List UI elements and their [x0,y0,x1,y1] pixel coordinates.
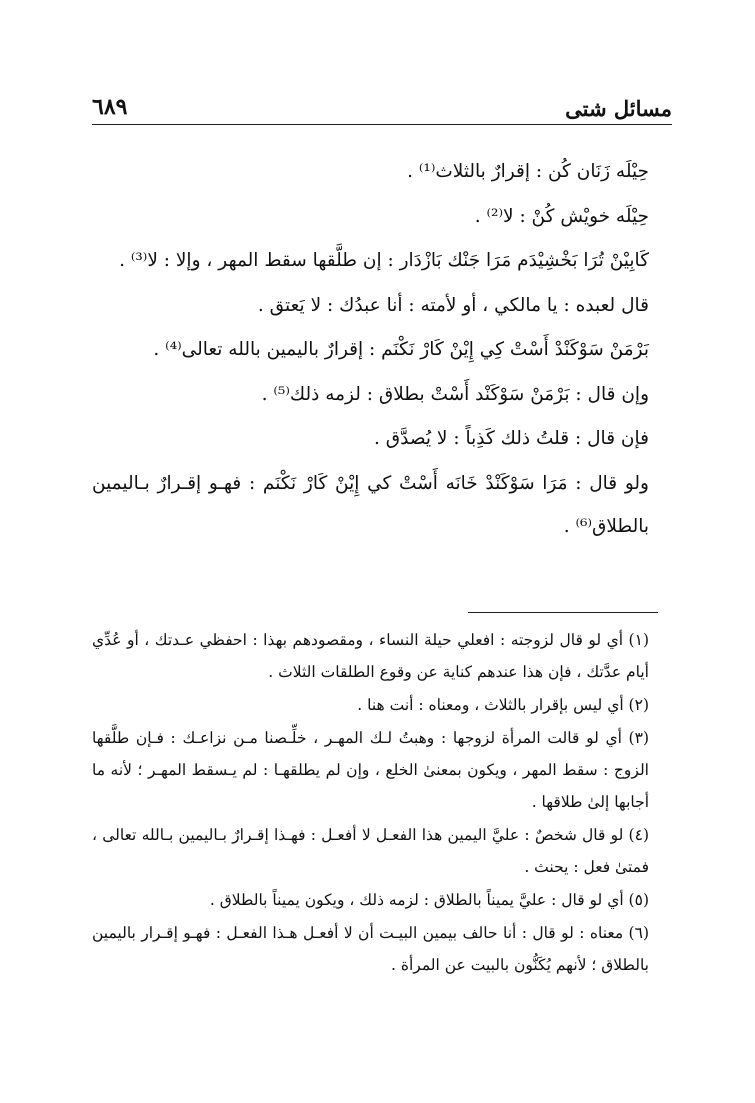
footnotes [92,624,677,982]
footnote: (٦) معناه : لو قال : أنا حالف بيمين البيـت أن لا أفعـل هـذا الفعـل : فهـو إقـرار باليمين بالطلاق ؛ لأنهم يُكَنُّون بالبيت عن المرأة . [92,924,649,974]
text-line: كَابِيْنْ تُرَا بَخْشِيْدَم مَرَا جَنْك بَازْدَار : إن طلَّقها سقط المهر ، وإلا : لا⁽³⁾ . [119,250,649,271]
text-line: وإن قال : بَرْمَنْ سَوْكَنْد أَسْتْ بطلاق : لزمه ذلك⁽⁵⁾ . [261,383,649,405]
footnote: (١) أي لو قال لزوجته : افعلي حيلة النساء ، ومقصودهم بهذا : احفظي عـدتك ، أو عُدِّي أيام عدَّتك ، فإن هذا عندهم كناية عن وقوع الطلقات الثلاث . [92,631,649,681]
footnote-separator [468,612,658,613]
page-number: ٦٨٩ [92,94,128,120]
text-line: حِيْلَه زَنَان كُن : إقرارٌ بالثلاث⁽¹⁾ . [407,161,649,182]
text-line: فإن قال : قلتُ ذلك كَذِباً : لا يُصدَّق . [374,428,649,449]
main-text [92,150,677,549]
running-header [92,90,672,125]
text-line: ولو قال : مَرَا سَوْكَنْدْ خَانَه أَسْتْ كي إِيْنْ كَارْ نَكْنَم : فهـو إقـرارٌ بـاليمين بالطلاق⁽⁶⁾ . [92,472,649,537]
text-line: حِيْلَه خويْش كُنْ : لا⁽²⁾ . [474,205,649,227]
text-line: قال لعبده : يا مالكي ، أو لأمته : أنا عبدُك : لا يَعتق . [257,294,649,316]
text-line: بَرْمَنْ سَوْكَنْدْ أَسْتْ كِي إِيْنْ كَارْ نَكْنَم : إقرارٌ باليمين بالله تعالى⁽⁴⁾ . [153,339,649,360]
footnote: (٤) لو قال شخصٌ : عليَّ اليمين هذا الفعـل لا أفعـل : فهـذا إقـرارٌ بـاليمين بـالله تعالى ، فمتىٰ فعل : يحنث . [92,826,649,876]
footnote: (٥) أي لو قال : عليَّ يميناً بالطلاق : لزمه ذلك ، ويكون يميناً بالطلاق . [209,891,649,909]
footnote: (٢) أي ليس بإقرار بالثلاث ، ومعناه : أنت هنا . [357,696,649,714]
footnote: (٣) أي لو قالت المرأة لزوجها : وهبتُ لـك المهـر ، خلِّـصنا مـن نزاعـك : فـإن طلَّقها الزوج : سقط المهر ، ويكون بمعنىٰ الخلع ، وإن لم يطلقهـا : لم يـسقط المهـر ؛ لأنه ما أجابها إلىٰ طلاقها . [92,729,649,811]
running-title: مسائل شتى [565,96,672,121]
